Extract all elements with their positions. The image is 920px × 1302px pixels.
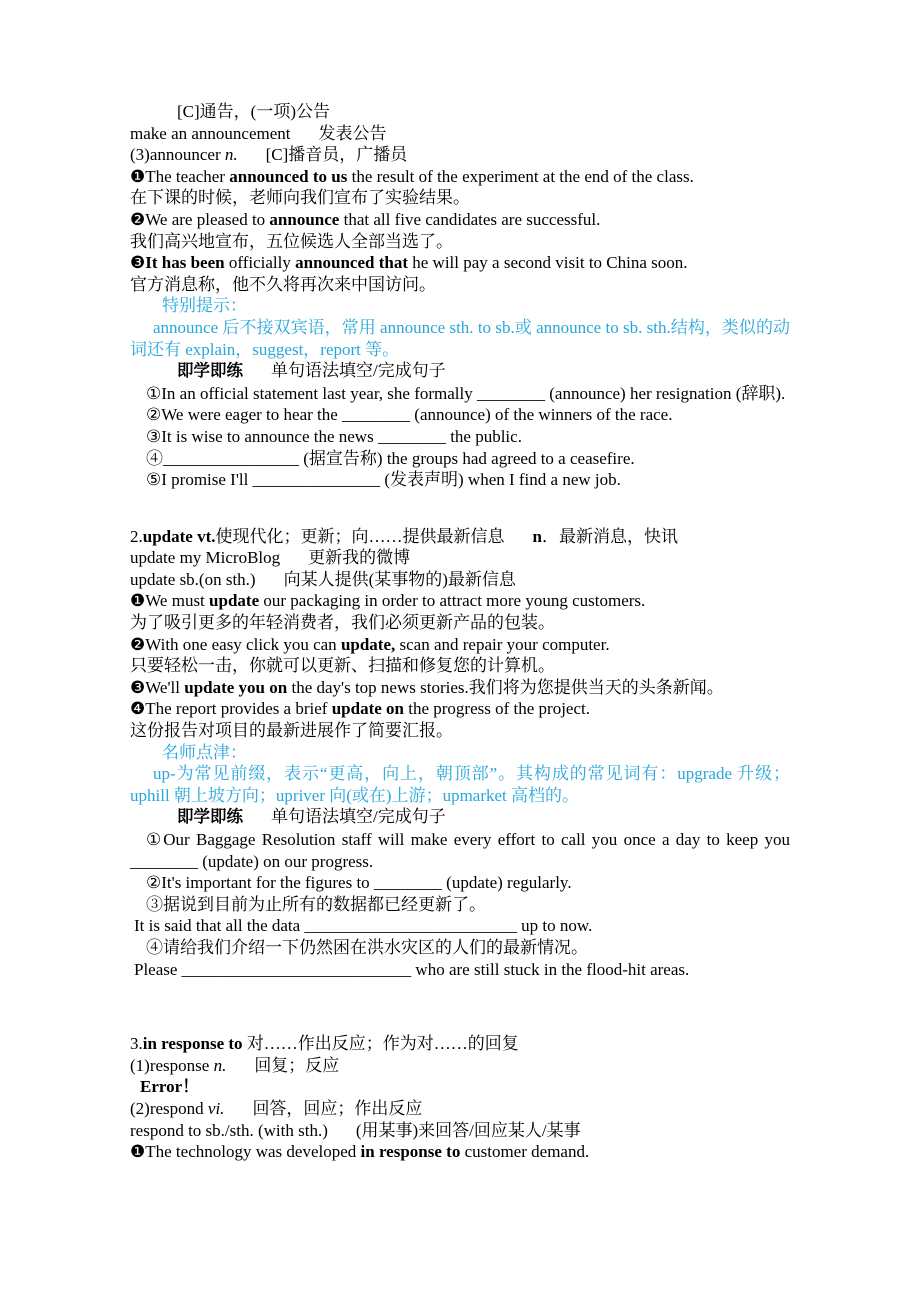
text-run: ②It's important for the figures to ________ (update) regularly. [146, 873, 572, 893]
example-translation [130, 187, 790, 209]
text-run: our packaging in order to attract more young customers. [259, 591, 646, 611]
text-run: 在下课的时候，老师向我们宣布了实验结果。 [130, 188, 470, 208]
text-run: customer demand. [460, 1142, 590, 1162]
text-run: ❷We are pleased to [130, 209, 270, 229]
text-run: (2)respond [130, 1098, 208, 1118]
text-run: update on [331, 699, 404, 719]
text-run: update, [340, 634, 396, 654]
text-run: vi. [207, 1098, 225, 1118]
text-run: n. [213, 1055, 227, 1075]
tip-paragraph [130, 763, 790, 806]
text-run: Error！ [140, 1077, 200, 1097]
text-run: 对……作出反应；作为对……的回复 [242, 1034, 519, 1054]
text-run: update vt. [142, 526, 216, 546]
text-run: 我们高兴地宣布，五位候选人全部当选了。 [130, 231, 453, 251]
text-run: ❶We must [130, 591, 210, 611]
text-run: [C]通告，(一项)公告 [177, 102, 330, 121]
text-run: ①In an official statement last year, she formally ________ (announce) her resignation (辞职). [146, 383, 786, 403]
text-run: ③It is wise to announce the news ________ the public. [146, 426, 522, 446]
text-run: ④请给我们介绍一下仍然困在洪水灾区的人们的最新情况。 [146, 937, 588, 957]
text-run: (1)response [130, 1055, 214, 1075]
text-run: 发表公告 [318, 123, 387, 143]
text-run: up-为常见前缀，表示“更高，向上，朝顶部”。其构成的常见词有：upgrade 升级；uphill 朝上坡方向；upriver 向(或在)上游；upmarket 高档的。 [130, 764, 790, 805]
example-sentence [130, 166, 790, 188]
example-sentence [130, 209, 790, 231]
text-run: n. [224, 145, 238, 165]
exercise-item-continuation [130, 915, 790, 937]
drill-heading-label: 即学即练 [177, 362, 243, 381]
tip-paragraph [130, 317, 790, 360]
text-run: 这份报告对项目的最新进展作了简要汇报。 [130, 721, 453, 741]
text-run: n [532, 526, 542, 546]
drill-heading [130, 360, 790, 383]
text-run: the result of the experiment at the end of the class. [347, 166, 694, 186]
text-run: 向某人提供(某事物的)最新信息 [283, 569, 516, 589]
text-run: officially [224, 253, 296, 273]
text-run: ❸We'll [130, 677, 185, 697]
section-entry-2-update [130, 526, 790, 980]
drill-heading-label: 即学即练 [177, 808, 243, 827]
phrase-line [130, 569, 790, 591]
derivative-line [130, 1055, 790, 1077]
text-run: that all five candidates are successful. [339, 209, 601, 229]
text-run: (用某事)来回答/回应某人/某事 [355, 1120, 581, 1140]
error-field-line [130, 1076, 790, 1098]
exercise-item [130, 404, 790, 426]
example-translation [130, 655, 790, 677]
text-run: announce 后不接双宾语，常用 announce sth. to sb.或 announce to sb. sth.结构，类似的动词还有 explain，suggest，report 等。 [130, 317, 790, 359]
text-run: 特别提示： [162, 296, 247, 316]
example-sentence [130, 1141, 790, 1163]
entry-heading [130, 1033, 790, 1055]
entry-heading [130, 526, 790, 548]
text-run: make an announcement [130, 123, 291, 143]
text-run: he will pay a second visit to China soon. [408, 253, 688, 273]
text-run: ③据说到目前为止所有的数据都已经更新了。 [146, 894, 486, 914]
text-run: respond to sb./sth. (with sth.) [130, 1120, 328, 1140]
text-run: in response to [360, 1142, 461, 1162]
text-run: [C]播音员，广播员 [265, 145, 408, 165]
derivative-line [130, 144, 790, 166]
exercise-item-continuation [130, 959, 790, 981]
exercise-item [130, 426, 790, 448]
example-translation [130, 720, 790, 742]
derivative-line [130, 1098, 790, 1120]
example-sentence [130, 677, 790, 699]
text-run: 使现代化；更新；向……提供最新信息 [215, 526, 505, 546]
phrase-line [130, 123, 790, 145]
section-entry-1-announce [130, 101, 790, 491]
text-run: 为了吸引更多的年轻消费者，我们必须更新产品的包装。 [130, 613, 555, 633]
text-run: (3)announcer [130, 145, 225, 165]
text-run: update [209, 591, 260, 611]
example-translation [130, 612, 790, 634]
text-run: the progress of the project. [403, 699, 590, 719]
text-run: ①Our Baggage Resolution staff will make every effort to call you once a day to keep you ________ (update) on our progress. [130, 830, 790, 871]
text-run: 只要轻松一击，你就可以更新、扫描和修复您的计算机。 [130, 656, 555, 676]
text-run: scan and repair your computer. [395, 634, 610, 654]
text-run: It has been [145, 253, 225, 273]
section-gap [130, 980, 790, 1033]
tip-heading [130, 742, 790, 764]
text-run: It is said that all the data _________________________ up to now. [134, 916, 593, 936]
exercise-item [130, 894, 790, 916]
exercise-item [130, 448, 790, 470]
text-run: 官方消息称，他不久将再次来中国访问。 [130, 274, 436, 294]
example-sentence [130, 590, 790, 612]
example-sentence [130, 634, 790, 656]
text-run: 单句语法填空/完成句子 [271, 807, 446, 827]
text-run: ❶The teacher [130, 166, 230, 186]
exercise-item [130, 829, 790, 872]
text-run: ❹The report provides a brief [130, 699, 332, 719]
text-run: update you on [184, 677, 288, 697]
text-run: 名师点津： [162, 742, 247, 762]
text-run: announced to us [229, 166, 348, 186]
drill-heading [130, 806, 790, 829]
text-run: announced that [295, 253, 408, 273]
text-run: ❸ [130, 253, 146, 273]
text-run: in response to [142, 1034, 243, 1054]
text-run: update sb.(on sth.) [130, 569, 256, 589]
text-run: the day's top news stories.我们将为您提供当天的头条新闻。 [287, 677, 724, 697]
text-run: ．最新消息，快讯 [541, 526, 678, 546]
tip-heading [130, 295, 790, 317]
example-sentence [130, 698, 790, 720]
section-gap [130, 491, 790, 526]
example-sentence [130, 252, 790, 274]
exercise-item [130, 872, 790, 894]
exercise-item [130, 469, 790, 491]
text-run: ②We were eager to hear the ________ (announce) of the winners of the race. [146, 405, 673, 425]
text-run: announce [269, 209, 340, 229]
text-run: Please ___________________________ who are still stuck in the flood-hit areas. [134, 959, 690, 979]
sense-line [130, 101, 790, 123]
text-run: 3. [130, 1034, 143, 1054]
example-translation [130, 274, 790, 296]
text-run: 单句语法填空/完成句子 [271, 361, 446, 381]
exercise-item [130, 383, 790, 405]
text-run: update my MicroBlog [130, 548, 281, 568]
text-run: ❷With one easy click you can [130, 634, 341, 654]
text-run: 更新我的微博 [308, 548, 411, 568]
example-translation [130, 231, 790, 253]
text-run: ④________________ (据宣告称) the groups had agreed to a ceasefire. [146, 448, 635, 468]
text-run: ⑤I promise I'll _______________ (发表声明) when I find a new job. [146, 470, 621, 490]
text-run: ❶The technology was developed [130, 1142, 361, 1162]
phrase-line [130, 1120, 790, 1142]
text-run: 回答，回应；作出反应 [252, 1098, 423, 1118]
text-run: 回复；反应 [254, 1055, 340, 1075]
section-entry-3-in-response-to [130, 1033, 790, 1163]
text-run: 2. [130, 526, 143, 546]
phrase-line [130, 547, 790, 569]
exercise-item [130, 937, 790, 959]
